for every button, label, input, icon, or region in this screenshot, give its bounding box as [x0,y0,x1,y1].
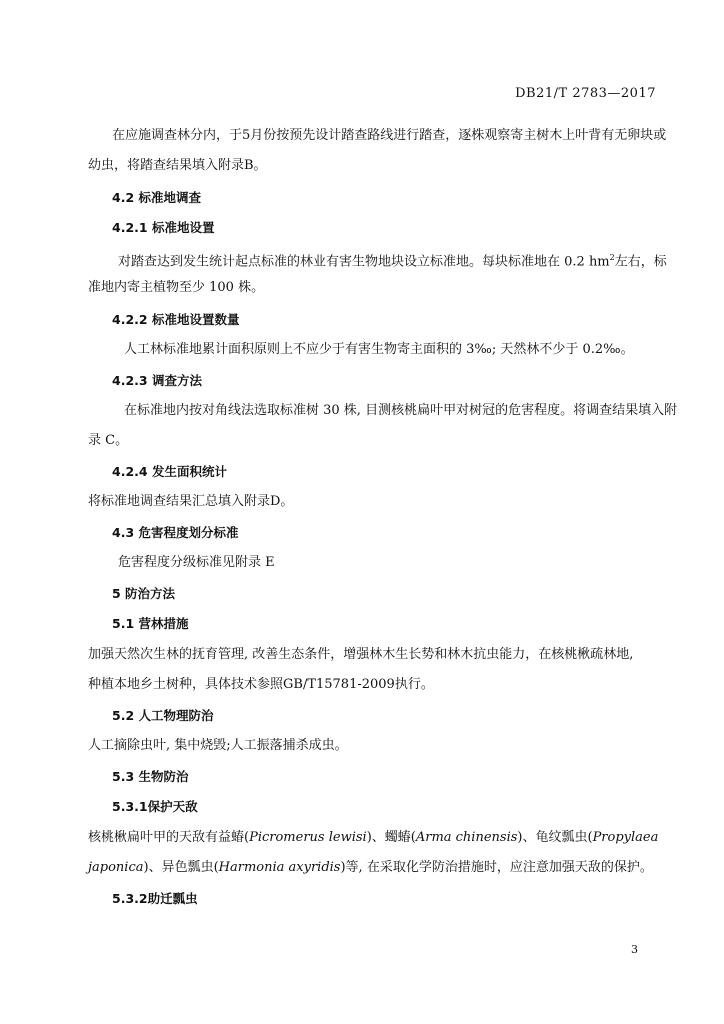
paragraph-4-2-2: 人工林标准地累计面积原则上不应少于有害生物寄主面积的 3‰; 天然林不少于 0.2‰。 [124,342,634,357]
species-name: Arma chinensis [415,830,518,845]
paragraph-5-1-line-2: 种植本地乡土树种，具体技术参照GB/T15781-2009执行。 [88,677,434,692]
species-name: Picromerus lewisi [249,830,367,845]
paragraph-4-3: 危害程度分级标准见附录 E [118,555,275,570]
superscript: 2 [609,253,615,262]
document-id: DB21/T 2783—2017 [515,86,656,101]
paragraph-5-1-line-1: 加强天然次生林的抚育管理, 改善生态条件，增强林木生长势和林木抗虫能力，在核桃楸疏林地, [88,647,634,662]
text-segment: 核桃楸扁叶甲的天敌有益蝽( [88,830,250,845]
paragraph-intro-line-1: 在应施调查林分内，于5月份按预先设计踏查路线进行踏查，逐株观察寄主树木上叶背有无卵块或 [112,128,667,143]
heading-5-3: 5.3 生物防治 [112,769,189,784]
text-segment: 左右，标 [614,254,667,270]
species-name: japonica [88,860,144,875]
paragraph-4-2-4: 将标准地调查结果汇总填入附录D。 [88,494,294,509]
heading-4-2-2: 4.2.2 标准地设置数量 [112,312,240,327]
heading-4-2-1: 4.2.1 标准地设置 [112,220,215,235]
text-segment: )等, 在采取化学防治措施时，应注意加强天敌的保护。 [340,860,653,875]
heading-5-3-2: 5.3.2助迁瓢虫 [112,891,198,906]
paragraph-5-3-1-line-1 [88,829,658,847]
paragraph-intro-line-2: 幼虫，将踏查结果填入附录B。 [88,158,267,173]
heading-5-2: 5.2 人工物理防治 [112,708,214,723]
page-number: 3 [631,943,638,956]
species-name: Propylaea [592,830,659,845]
text-segment: )、龟纹瓢虫( [517,830,593,845]
paragraph-4-2-3-line-1: 在标准地内按对角线法选取标准树 30 株, 目测核桃扁叶甲对树冠的危害程度。将调查结果填入附 [124,403,678,418]
heading-5-1: 5.1 营林措施 [112,616,189,631]
heading-4-3: 4.3 危害程度划分标准 [112,525,239,540]
heading-5: 5 防治方法 [112,586,176,601]
heading-4-2-3: 4.2.3 调查方法 [112,373,202,388]
species-name: Harmonia axyridis [218,860,341,875]
heading-5-3-1: 5.3.1保护天敌 [112,799,198,814]
paragraph-4-2-3-line-2: 录 C。 [88,433,129,448]
paragraph-4-2-1-line-1 [118,249,667,271]
heading-4-2-4: 4.2.4 发生面积统计 [112,464,227,479]
paragraph-5-2: 人工摘除虫叶, 集中烧毁;人工振落捕杀成虫。 [88,738,348,753]
text-segment: )、异色瓢虫( [143,860,219,875]
paragraph-5-3-1-line-2 [88,859,653,877]
paragraph-4-2-1-line-2: 准地内寄主植物至少 100 株。 [88,280,265,295]
heading-4-2: 4.2 标准地调查 [112,190,201,205]
text-segment: 对踏查达到发生统计起点标准的林业有害生物地块设立标准地。每块标准地在 0.2 hm [118,254,610,270]
text-segment: )、蠋蝽( [366,830,416,845]
